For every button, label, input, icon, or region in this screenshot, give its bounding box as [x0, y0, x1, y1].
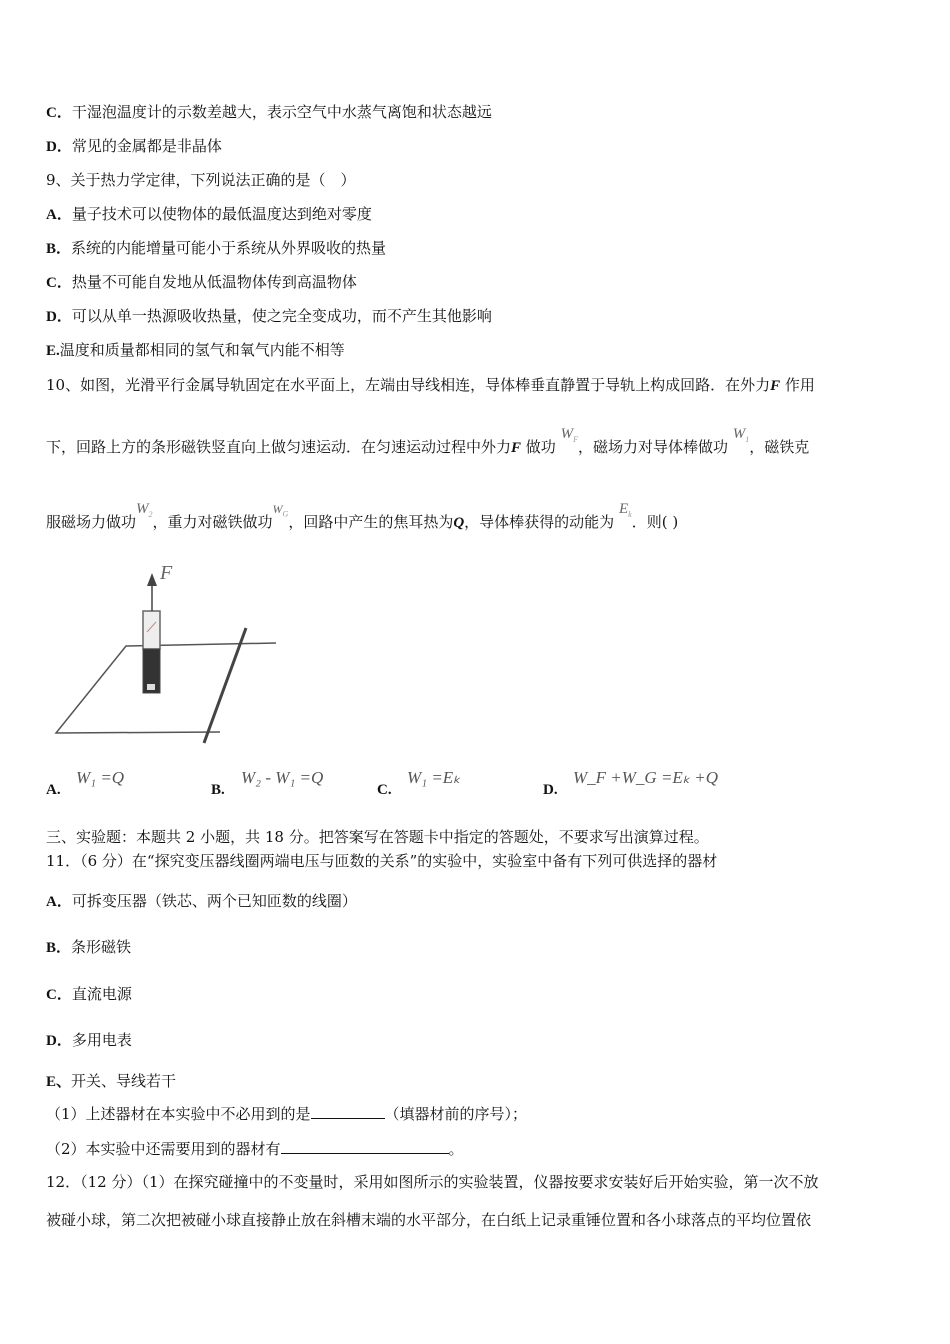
q11-option-a	[46, 891, 357, 912]
q9-option-b	[46, 238, 386, 259]
symbol-w1: $W_1$	[732, 426, 750, 444]
q10-stem-line1	[46, 375, 815, 396]
option-formula: W₁ =Q	[76, 768, 125, 787]
heat-symbol: Q	[453, 515, 465, 531]
q11-sub1	[46, 1104, 527, 1124]
q9-option-a	[46, 204, 372, 225]
text: 做功	[521, 438, 556, 456]
q9-stem: 9、关于热力学定律，下列说法正确的是（ ）	[46, 171, 356, 189]
option-label: B．	[46, 241, 72, 257]
symbol-wg: WG	[272, 502, 289, 519]
q9-option-e	[46, 340, 345, 361]
text: ，重力对磁铁做功	[152, 513, 273, 531]
q11-option-c	[46, 984, 132, 1005]
option-label: A．	[46, 207, 72, 223]
text: 。	[448, 1140, 464, 1158]
q11-option-d	[46, 1030, 132, 1051]
option-formula: W₂ - W₁ =Q	[241, 768, 324, 787]
answer-blank-1[interactable]	[311, 1104, 385, 1119]
option-label: B.	[211, 782, 225, 798]
q10-options	[46, 768, 746, 800]
option-label: B．	[46, 940, 72, 956]
symbol-w2: $W_2$	[136, 501, 153, 519]
option-text: 多用电表	[71, 1031, 132, 1049]
option-text: 直流电源	[71, 985, 132, 1003]
force-symbol: F	[770, 378, 781, 394]
q11-option-b	[46, 937, 131, 958]
magnet-rail-diagram-icon	[46, 560, 296, 750]
symbol-wf: $W_F$	[560, 426, 578, 444]
text: ，回路中产生的焦耳热为	[288, 513, 454, 531]
option-formula: W₁ =Eₖ	[407, 768, 461, 787]
option-text: 系统的内能增量可能小于系统从外界吸收的热量	[71, 239, 387, 257]
option-text: 干湿泡温度计的示数差越大，表示空气中水蒸气离饱和状态越远	[71, 103, 492, 121]
option-label: C.	[377, 782, 392, 798]
option-label: A．	[46, 894, 72, 910]
option-text: 温度和质量都相同的氢气和氧气内能不相等	[59, 341, 345, 359]
option-label: A.	[46, 782, 61, 798]
q10-stem-line2	[46, 426, 810, 464]
option-text: 热量不可能自发地从低温物体传到高温物体	[71, 273, 357, 291]
force-label: F	[160, 562, 173, 584]
text: 作用	[780, 376, 815, 394]
option-label: E、	[46, 1074, 72, 1090]
q9-option-c	[46, 272, 357, 293]
q12-stem-line2: 被碰小球，第二次把被碰小球直接静止放在斜槽末端的水平部分，在白纸上记录重锤位置和各小球落点的平均位置依	[46, 1211, 812, 1229]
force-symbol: F	[511, 440, 522, 456]
option-label: E.	[46, 343, 60, 359]
text: 10、如图，光滑平行金属导轨固定在水平面上，左端由导线相连，导体棒垂直静置于导轨上构成回路．在外力	[46, 376, 771, 394]
option-label: D．	[46, 1033, 72, 1049]
text: 下，回路上方的条形磁铁竖直向上做匀速运动．在匀速运动过程中外力	[46, 438, 512, 456]
q10-stem-line3	[46, 501, 679, 539]
option-text: 条形磁铁	[71, 938, 132, 956]
text: ．则( )	[631, 513, 679, 531]
section-3-heading: 三、实验题：本题共 2 小题，共 18 分。把答案写在答题卡中指定的答题处，不要求写出演算过程。	[46, 828, 709, 846]
option-label: C．	[46, 987, 72, 1003]
q11-sub2	[46, 1139, 464, 1159]
q12-stem-line1: 12．（12 分）（1）在探究碰撞中的不变量时，采用如图所示的实验装置，仪器按要求安装好后开始实验，第一次不放	[46, 1173, 819, 1191]
text: （2）本实验中还需要用到的器材有	[46, 1140, 281, 1158]
symbol-ek: $E_k$	[618, 501, 632, 519]
text: 服磁场力做功	[46, 513, 137, 531]
option-text: 常见的金属都是非晶体	[71, 137, 222, 155]
option-label: C．	[46, 275, 72, 291]
text: ，磁场力对导体棒做功	[577, 438, 728, 456]
option-label: D．	[46, 309, 72, 325]
option-text: 可拆变压器（铁芯、两个已知匝数的线圈）	[71, 892, 357, 910]
option-text: 开关、导线若干	[71, 1072, 177, 1090]
option-text: 可以从单一热源吸收热量，使之完全变成功，而不产生其他影响	[71, 307, 492, 325]
text: （填器材前的序号）；	[384, 1105, 528, 1123]
q8-option-c	[46, 102, 492, 123]
text: ，导体棒获得的动能为	[464, 513, 615, 531]
text: （1）上述器材在本实验中不必用到的是	[46, 1105, 311, 1123]
option-text: 量子技术可以使物体的最低温度达到绝对零度	[71, 205, 372, 223]
option-label: C．	[46, 105, 72, 121]
q9-option-d	[46, 306, 492, 327]
answer-blank-2[interactable]	[281, 1139, 449, 1154]
q8-option-d	[46, 136, 222, 157]
option-label: D．	[46, 139, 72, 155]
q11-stem: 11．（6 分）在“探究变压器线圈两端电压与匝数的关系”的实验中，实验室中备有下列可供选择的器材	[46, 852, 718, 870]
q11-option-e	[46, 1071, 176, 1092]
option-formula: W_F +W_G =Eₖ +Q	[573, 768, 719, 787]
text: ，磁铁克	[749, 438, 810, 456]
option-label: D.	[543, 782, 558, 798]
rail-magnet-figure	[46, 560, 296, 750]
